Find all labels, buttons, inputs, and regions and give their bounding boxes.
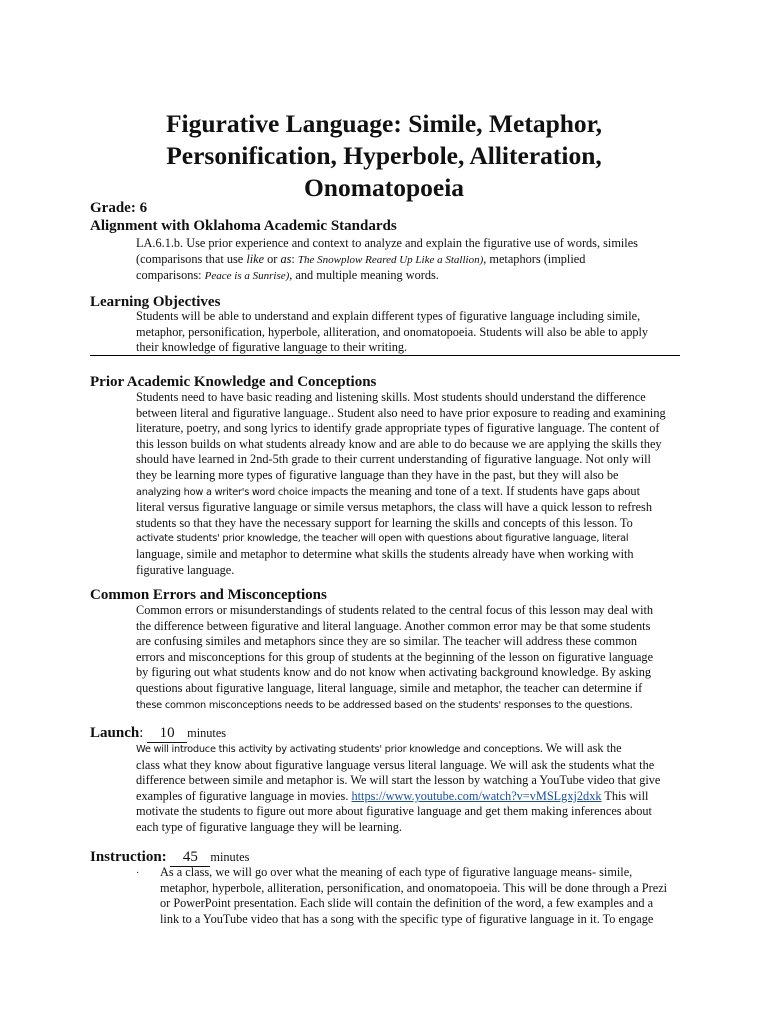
objectives-line: their knowledge of figurative language to their writing.	[136, 340, 408, 355]
example-stallion: The Snowplow Reared Up Like a Stallion)	[297, 253, 484, 266]
alignment-line: comparisons: Peace is a Sunrise), and multiple meaning words.	[136, 268, 439, 283]
prior-line: students so that they have the necessary support for learning the skills and concepts of this lesson. To	[136, 515, 633, 530]
errors-line: the difference between figurative and literal language. Another common error may be that some students	[136, 618, 651, 633]
instruction-line: link to a YouTube video that has a song with the specific type of figurative language in it. To engage	[160, 911, 654, 926]
objectives-line: metaphor, personification, hyperbole, alliteration, and onomatopoeia. Students will also be able to apply	[136, 324, 649, 339]
instruction-line: As a class, we will go over what the meaning of each type of figurative language means- simile,	[160, 865, 633, 879]
alignment-heading: Alignment with Oklahoma Academic Standards	[90, 218, 397, 234]
errors-line: by figuring out what students know and do not know when activating background knowledge. By asking	[136, 665, 652, 680]
page-title	[90, 108, 678, 204]
prior-line: language, simile and metaphor to determine what skills the students already have when working with	[136, 546, 634, 561]
grade-label: Grade: 6	[90, 200, 148, 216]
prior-line: literal versus figurative language or simile versus metaphors, the class will have a quick lesson to refresh	[136, 500, 652, 515]
prior-line: Students need to have basic reading and listening skills. Most students should understand the difference	[136, 390, 646, 404]
launch-line: examples of figurative language in movies. https://www.youtube.com/watch?v=vMSLgxj2dxk This will	[136, 788, 649, 803]
errors-line: questions about figurative language, literal language, simile and metaphor, the teacher can determine if	[136, 680, 643, 695]
section-divider	[90, 355, 680, 356]
title-line-3: Onomatopoeia	[303, 173, 465, 202]
alignment-line: LA.6.1.b. Use prior experience and context to analyze and explain the figurative use of words, similes	[136, 236, 638, 250]
instruction-body	[160, 865, 700, 927]
errors-heading: Common Errors and Misconceptions	[90, 587, 327, 603]
launch-minutes-value: 10	[147, 725, 187, 743]
title-line-1: Figurative Language: Simile, Metaphor,	[165, 109, 603, 138]
errors-line: Common errors or misunderstandings of students related to the central focus of this lesson may deal with	[136, 603, 654, 617]
objectives-body	[136, 309, 696, 356]
prior-knowledge-heading: Prior Academic Knowledge and Conceptions	[90, 374, 377, 390]
launch-line: We will introduce this activity by activating students' prior knowledge and conceptions. We will ask the	[136, 741, 622, 755]
errors-line: errors and misconceptions for this group of students at the beginning of the lesson on figurative language	[136, 649, 654, 664]
instruction-label: Instruction:	[90, 849, 171, 865]
alignment-body	[136, 236, 696, 285]
launch-heading: Launch: 10 minutes	[90, 725, 227, 741]
launch-line: class what they know about figurative language versus literal language. We will ask the students what the	[136, 757, 655, 772]
prior-line: analyzing how a writer's word choice impacts the meaning and tone of a text. If students have gaps about	[136, 483, 640, 498]
launch-line: each type of figurative language they will be learning.	[136, 819, 402, 834]
prior-line: activate students' prior knowledge, the teacher will open with questions about figurative language, literal	[136, 533, 629, 545]
title-line-2: Personification, Hyperbole, Alliteration,	[166, 141, 602, 170]
errors-line: are confusing similes and metaphors since they are so similar. The teacher will address these common	[136, 634, 638, 649]
prior-line: should have learned in 2nd-5th grade to their current understanding of figurative language. Not only will	[136, 452, 651, 467]
launch-body	[136, 741, 696, 836]
example-sunrise: Peace is a Sunrise)	[204, 270, 290, 283]
launch-minutes-label: minutes	[187, 726, 227, 740]
errors-body	[136, 603, 696, 713]
errors-line: these common misconceptions needs to be addressed based on the students' responses to the questions.	[136, 696, 633, 711]
alignment-line: (comparisons that use like or as: The Snowplow Reared Up Like a Stallion), metaphors (implied	[136, 251, 586, 266]
prior-line: this lesson builds on what students already know and are able to do because we are applying the skills they	[136, 436, 662, 451]
prior-line: literature, poetry, and song lyrics to identify grade appropriate types of figurative language. The content of	[136, 421, 660, 436]
launch-line: motivate the students to figure out more about figurative language and get them making inferences about	[136, 804, 652, 819]
prior-line: figurative language.	[136, 562, 235, 577]
bullet-icon: ·	[136, 868, 140, 879]
instruction-line: metaphor, hyperbole, alliteration, personification, and onomatopoeia. This will be done through a Prezi	[160, 880, 668, 895]
prior-knowledge-body	[136, 390, 696, 578]
objectives-heading: Learning Objectives	[90, 294, 221, 310]
launch-label: Launch	[90, 725, 140, 741]
prior-line: between literal and figurative language.. Student also need to have prior exposure to reading and examining	[136, 405, 666, 420]
objectives-line: Students will be able to understand and explain different types of figurative language including simile,	[136, 309, 641, 323]
instruction-line: or PowerPoint presentation. Each slide will contain the definition of the word, a few examples and a	[160, 896, 654, 911]
instruction-minutes-label: minutes	[210, 850, 250, 864]
launch-line: difference between simile and metaphor is. We will start the lesson by watching a YouTube video that give	[136, 773, 661, 788]
youtube-link[interactable]: https://www.youtube.com/watch?v=vMSLgxj2dxk	[351, 788, 602, 803]
instruction-minutes-value: 45	[170, 849, 210, 867]
prior-line: they be learning more types of figurative language than they have in the past, but they will also be	[136, 467, 619, 482]
